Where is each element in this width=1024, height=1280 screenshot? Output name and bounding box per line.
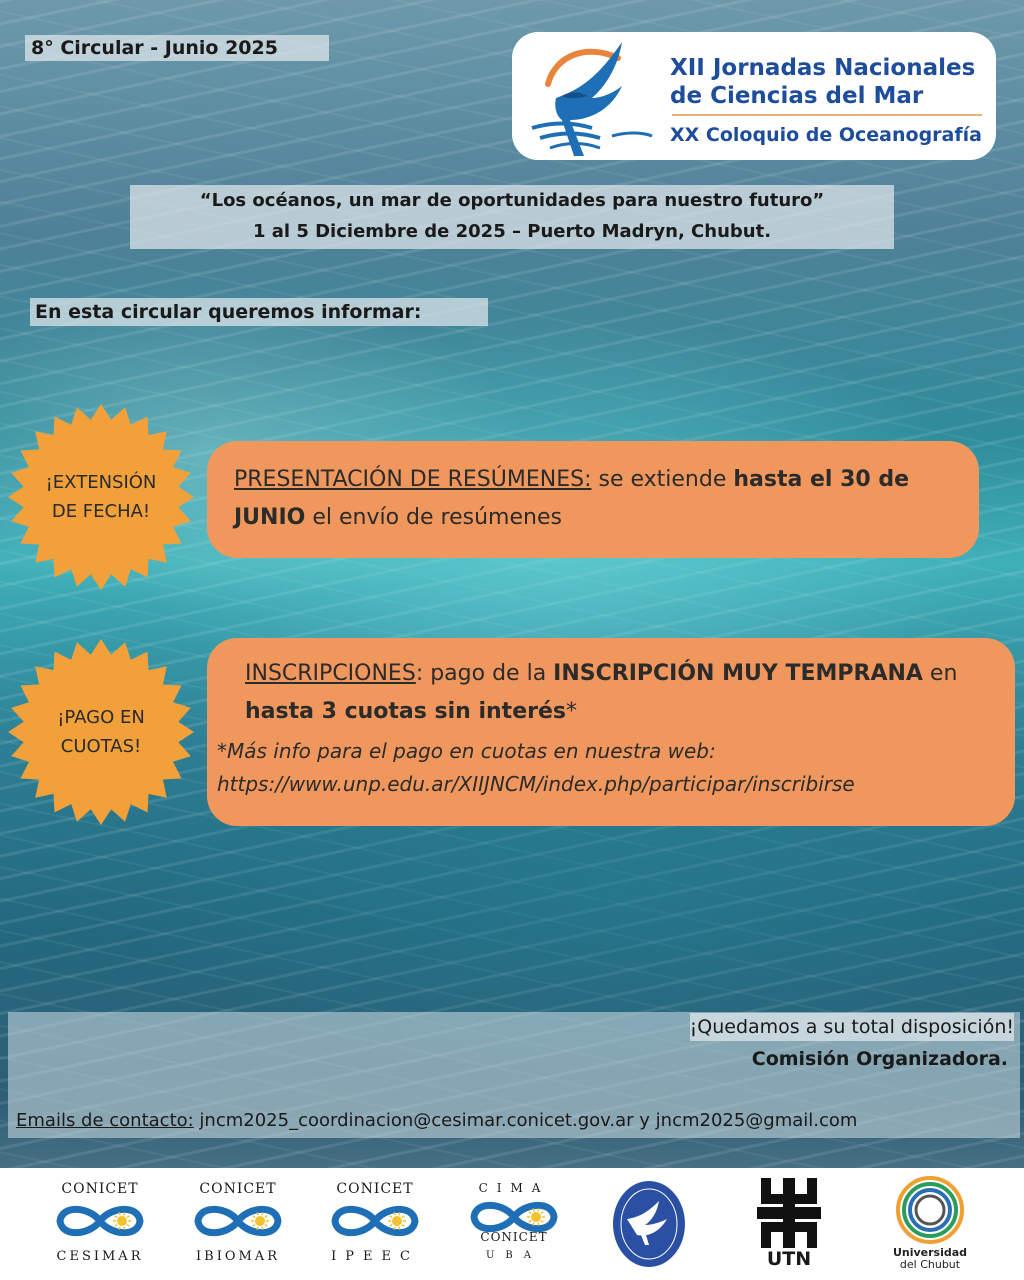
logo-bottom-text: CESIMAR <box>56 1249 144 1264</box>
logo-conicet-ibiomar <box>188 1168 288 1280</box>
albatross-seal-icon <box>611 1179 687 1269</box>
logo-utn <box>757 1178 821 1274</box>
notice-text: en <box>922 661 958 686</box>
notice-deadline: hasta el 30 de JUNIO <box>234 467 910 530</box>
sponsor-logos-bar <box>0 1168 1024 1280</box>
contacts-value[interactable]: jncm2025_coordinacion@cesimar.conicet.gov.ar y jncm2025@gmail.com <box>193 1110 858 1131</box>
notice-highlight: hasta 3 cuotas sin interés <box>245 699 566 724</box>
intro-heading: En esta circular queremos informar: <box>30 298 488 326</box>
contact-emails <box>16 1107 857 1135</box>
event-subtitle: XX Coloquio de Oceanografía <box>670 124 982 146</box>
rainbow-circles-icon <box>880 1174 980 1246</box>
conicet-infinity-icon <box>54 1202 146 1240</box>
logo-divider <box>672 114 982 116</box>
conicet-infinity-icon <box>192 1202 284 1240</box>
logo-bottom-text: IBIOMAR <box>196 1249 280 1264</box>
badge-line: DE FECHA! <box>51 501 151 522</box>
uchubut-line1: Universidad <box>892 1246 968 1259</box>
uchubut-line2: del Chubut <box>899 1258 961 1271</box>
badge-line: CUOTAS! <box>60 736 142 757</box>
notice-heading: INSCRIPCIONES <box>245 661 416 686</box>
notice-text: * <box>566 699 577 724</box>
logo-top-text: CIMA <box>478 1181 550 1195</box>
badge-installments <box>6 637 196 827</box>
notice-text: : pago de la <box>415 661 554 686</box>
logo-top-text: CONICET <box>336 1181 414 1197</box>
badge-line: ¡PAGO EN <box>57 707 145 728</box>
registration-notice <box>207 638 1015 826</box>
logo-top-text: CONICET <box>61 1181 139 1197</box>
circular-label: 8° Circular - Junio 2025 <box>25 35 329 61</box>
event-logo <box>512 32 996 160</box>
badge-line: ¡EXTENSIÓN <box>45 472 157 493</box>
quote-line: “Los océanos, un mar de oportunidades para nuestro futuro” <box>199 190 825 211</box>
utn-emblem-icon <box>757 1178 821 1248</box>
logo-cima-conicet-uba <box>466 1168 562 1280</box>
logo-conicet-ipeec <box>323 1168 427 1280</box>
notice-heading: PRESENTACIÓN DE RESÚMENES: <box>234 467 592 492</box>
logo-bottom-text: UBA <box>486 1250 542 1261</box>
logo-middle-text: CONICET <box>480 1230 548 1244</box>
logo-universidad-del-chubut <box>880 1174 980 1274</box>
event-quote <box>130 185 894 249</box>
event-dates: 1 al 5 Diciembre de 2025 – Puerto Madryn, Chubut. <box>252 221 772 242</box>
contacts-label: Emails de contacto: <box>16 1110 194 1131</box>
albatross-logo-icon <box>526 36 656 156</box>
footer-closing: ¡Quedamos a su total disposición! <box>690 1013 1014 1041</box>
registration-link[interactable]: https://www.unp.edu.ar/XIIJNCM/index.php/participar/inscribirse <box>217 772 855 796</box>
notice-highlight: INSCRIPCIÓN MUY TEMPRANA <box>553 661 923 686</box>
logo-top-text: CONICET <box>199 1181 277 1197</box>
abstracts-notice <box>207 441 979 558</box>
logo-bottom-text: IPEEC <box>331 1249 419 1264</box>
conicet-infinity-icon <box>329 1202 421 1240</box>
installments-note: *Más info para el pago en cuotas en nuestra web: <box>217 739 716 763</box>
logo-conicet-cesimar <box>50 1168 150 1280</box>
notice-text: el envío de resúmenes <box>305 505 562 530</box>
notice-text: se extiende <box>591 467 734 492</box>
event-title-line1: XII Jornadas Nacionales <box>670 55 976 81</box>
footer-signature: Comisión Organizadora. <box>751 1048 1008 1070</box>
badge-date-extension <box>6 402 196 592</box>
event-title-line2: de Ciencias del Mar <box>670 83 924 109</box>
utn-label: UTN <box>766 1248 812 1270</box>
